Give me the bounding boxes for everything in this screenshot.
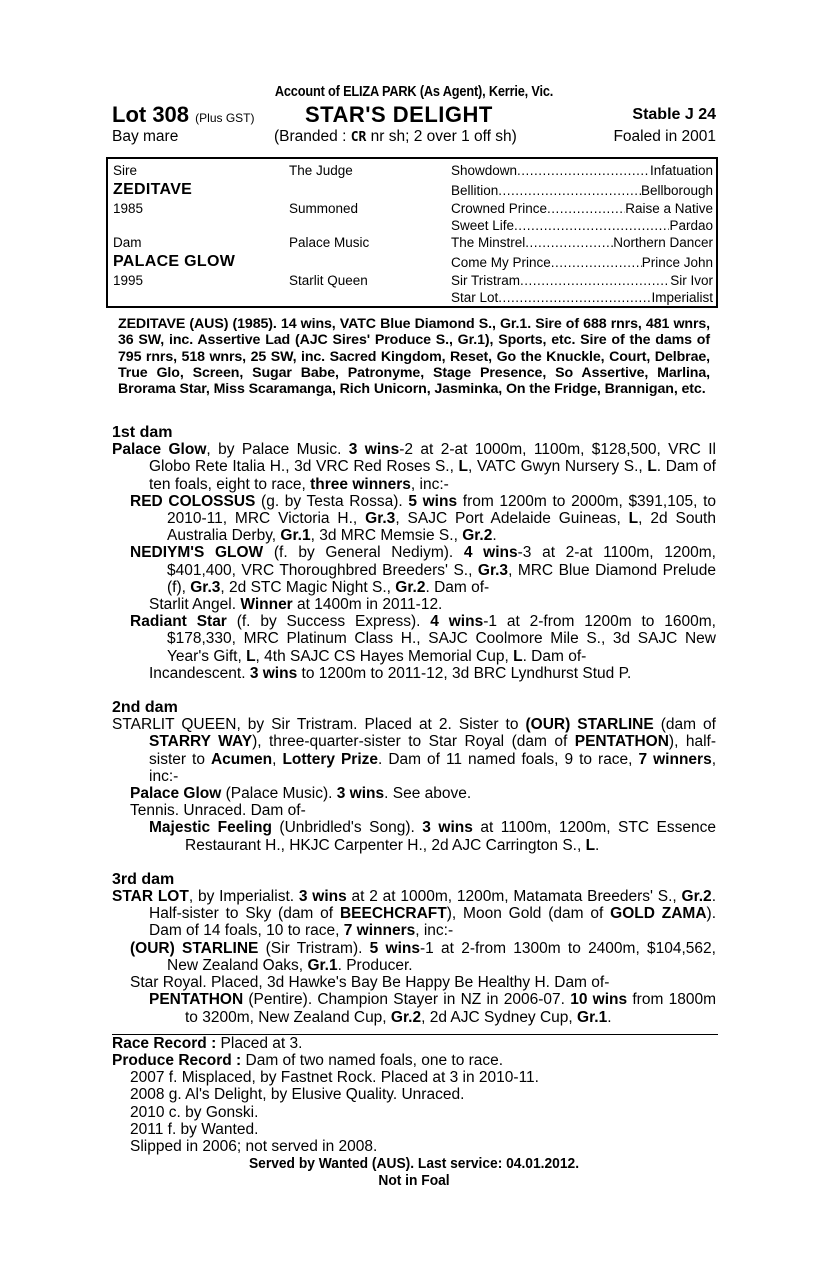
bold-text: Gr.1 [280,527,311,545]
sire-dam: Summoned [289,201,359,216]
text: (dam of [653,716,716,734]
text: -3 at 2-at 1100m, 1200m, $401,400, VRC Thoroughbred Breeders' S., [167,544,716,579]
service-info: Served by Wanted (AUS). Last service: 04.01.2012. [248,1155,580,1173]
text: , 2d South Australia Derby, [167,510,716,545]
gen3-row [451,273,713,288]
progeny-entry [112,493,716,545]
bold-text: Gr.1 [307,956,338,974]
bold-text: 3 wins [249,664,298,682]
text: , SAJC Port Adelaide Guineas, [395,510,629,528]
text: , [272,750,283,768]
bold-text: Gr.2 [395,578,426,596]
horse-name: RED COLOSSUS [130,492,256,510]
text: , 3d MRC Memsie S., [310,527,463,545]
text: . Dam of- [522,647,587,665]
text: from 1800m to 3200m, New Zealand Cup, [185,991,717,1026]
spacer [112,682,716,699]
text: . Dam of 11 named foals, 9 to race, [378,750,639,768]
gen3-row [451,201,713,216]
dam-label: Dam [113,235,142,250]
bold-text: L [246,647,256,665]
text: -1 at 2-from 1200m to 1600m, $178,330, MRC Platinum Class H., SAJC Coolmore Mile S., 3d SAJC New Year's Gift, [167,613,716,665]
first-dam-heading: 1st dam [112,424,173,441]
foal-status: Not in Foal [378,1172,450,1190]
text: -2 at 2-at 1000m, 1100m, $128,500, VRC Il Globo Rete Italia H., 3d VRC Red Roses S., [149,441,716,476]
leader-dots [520,273,670,288]
race-record-label: Race Record : [112,1034,221,1052]
sire-summary: ZEDITAVE (AUS) (1985). 14 wins, VATC Blue Diamond S., Gr.1. Sire of 688 rnrs, 481 wnrs, 36 SW, inc. Assertive Lad (AJC Sires' Produce S., Gr.1), Sports, etc. Sire of the dams of 795 rnrs, 518 wnrs, 25 SW, inc. Sacred Kingdom, Reset, Go the Knuckle, Court, Delbrae, True Glo, Screen, Sugar Babe, Patronyme, Stage Presence, So Assertive, Marlina, Brorama Star, Miss Scaramanga, Rich Unicorn, Jasminka, On the Fridge, Brannigan, etc. [118,316,710,398]
progeny-entry [112,785,716,802]
progeny-entry [112,613,716,665]
foaled-year: Foaled in 2001 [613,128,716,145]
sire-name: ZEDITAVE [113,181,193,198]
second-dam-entry [112,716,716,785]
gen3-row [451,235,713,250]
gen3-sire: Infatuation [649,163,713,178]
bold-text: L [458,458,469,476]
text: , inc:- [415,922,454,940]
gen3-sire: Sir Ivor [670,273,713,288]
text: . Dam of- [425,578,490,596]
bold-text: Gr.3 [365,510,396,528]
third-dam-entry [112,888,716,940]
vendor-account: Account of ELIZA PARK (As Agent), Kerrie, Vic. [274,84,554,100]
brand-suffix: nr sh; 2 over 1 off sh) [366,128,517,145]
horse-name: NEDIYM'S GLOW [130,544,264,562]
leader-dots [498,183,641,198]
text: (f. by Success Express). [226,613,431,631]
text: . Dam of ten foals, eight to race, [149,458,716,493]
bold-text: Acumen [210,750,273,768]
bold-text: 5 wins [408,492,458,510]
text: at 1400m in 2011-12. [292,596,443,614]
text: (Sir Tristram). [258,939,370,957]
produce-item: 2010 c. by Gonski. [130,1103,259,1121]
gen3-sire: Pardao [669,218,713,233]
gen3-row [451,163,713,178]
bold-text: STARRY WAY [149,733,253,751]
bold-text: 7 winners [638,750,712,768]
produce-record-label: Produce Record : [112,1051,246,1069]
bold-text: (OUR) STARLINE [525,716,654,734]
bold-text: L [647,458,657,476]
bold-text: BEECHCRAFT [339,905,447,923]
sire-year: 1985 [113,201,144,216]
dam-dam: Starlit Queen [289,273,368,288]
gen3-name: Star Lot [451,290,499,305]
bold-text: Gr.2 [681,888,712,906]
text: (Pentire). Champion Stayer in NZ in 2006-07. [243,991,571,1009]
horse-details [112,128,716,148]
bold-text: 4 wins [463,544,518,562]
text: ), half-sister to [149,733,716,768]
bold-text: 10 wins [570,991,628,1009]
text: ), three-quarter-sister to Star Royal (dam of [252,733,575,751]
spacer [112,854,716,871]
bold-text: Gr.1 [577,1008,608,1026]
bold-text: Winner [240,596,293,614]
leader-dots [514,218,669,233]
produce-item: 2008 g. Al's Delight, by Elusive Quality. Unraced. [130,1086,465,1104]
text: (f. by General Nediym). [263,544,464,562]
gen3-sire: Prince John [641,255,713,270]
colour-sex: Bay mare [112,128,179,145]
text: STARLIT QUEEN, by Sir Tristram. Placed at 2. Sister to [112,716,526,734]
stable-number: Stable J 24 [632,106,716,123]
gen3-sire: Imperialist [651,290,713,305]
produce-record [112,1052,716,1069]
text: Starlit Angel. [149,596,241,614]
bold-text: 3 wins [422,819,473,837]
bold-text: L [585,836,596,854]
gen3-sire: Northern Dancer [613,235,713,250]
horse-name: Palace Glow [130,785,222,803]
gen3-sire: Bellborough [640,183,713,198]
gen3-name: Crowned Prince [451,201,548,216]
bold-text: 3 wins [348,441,400,459]
gen3-name: Sir Tristram [451,273,520,288]
race-record [112,1035,716,1052]
third-dam-heading: 3rd dam [112,870,175,888]
gen3-name: Sweet Life [451,218,515,233]
bold-text: PENTATHON [574,733,669,751]
text: ), Moon Gold (dam of [446,905,611,923]
brand-prefix: (Branded : [274,128,351,145]
bold-text: three winners [310,475,411,493]
catalogue-page [112,84,717,1190]
bold-text: 7 winners [343,922,416,940]
bold-text: 5 wins [369,939,420,957]
gen3-name: The Minstrel [451,235,526,250]
dam-name: PALACE GLOW [113,253,236,270]
gen3-sire: Raise a Native [625,201,713,216]
bold-text: Gr.2 [462,527,493,545]
bold-text: L [513,647,523,665]
dam-sire: Palace Music [289,235,370,250]
gen3-name: Bellition [451,183,499,198]
produce-item: 2007 f. Misplaced, by Fastnet Rock. Placed at 3 in 2010-11. [130,1069,539,1087]
brand-mark: CR [350,130,367,145]
family-details [112,424,716,1190]
text: Incandescent. [149,664,250,682]
bold-text: Gr.3 [477,561,509,579]
text: , inc:- [410,475,449,493]
gen3-row [451,183,713,198]
text: , 4th SAJC CS Hayes Memorial Cup, [255,647,514,665]
text: . [492,527,497,545]
produce-item: 2011 f. by Wanted. [130,1120,259,1138]
text: (g. by Testa Rossa). [255,492,409,510]
leader-dots [498,290,651,305]
horse-name: Radiant Star [130,613,227,631]
bold-text: L [628,510,639,528]
text: from 1200m to 2000m, $391,105, to 2010-11, MRC Victoria H., [167,492,716,528]
horse-name: STAR'S DELIGHT [305,102,493,127]
gen3-row [451,218,713,233]
bold-text: Lottery Prize [282,750,379,768]
lot-number [112,102,255,128]
text: (Unbridled's Song). [271,819,423,837]
text: , 2d STC Magic Night S., [220,578,396,596]
dam-year: 1995 [113,273,144,288]
gen3-name: Showdown [451,163,518,178]
text: , MRC Blue Diamond Prelude (f), [167,561,716,596]
horse-name: (OUR) STARLINE [130,939,259,957]
produce-record-value: Dam of two named foals, one to race. [245,1051,504,1069]
horse-name: STAR LOT [112,888,189,906]
sire-sire: The Judge [289,163,353,178]
gst-note: (Plus GST) [195,111,255,125]
sire-label: Sire [113,163,138,178]
text: , inc:- [149,750,717,785]
pedigree-table [106,157,718,308]
leader-dots [547,201,625,216]
race-record-value: Placed at 3. [220,1034,303,1052]
progeny-entry [112,544,716,596]
text: . Half-sister to Sky (dam of [149,888,716,923]
bold-text: 3 wins [336,785,385,803]
text: . [595,836,600,854]
first-dam-entry [112,441,716,493]
progeny-entry: Star Royal. Placed, 3d Hawke's Bay Be Happy Be Healthy H. Dam of- [130,974,610,992]
horse-name: PENTATHON [149,991,244,1009]
leader-dots [517,163,650,178]
second-dam-heading: 2nd dam [112,699,178,717]
text: , by Palace Music. [206,441,349,459]
text: . [607,1008,612,1026]
bold-text: 3 wins [298,888,347,906]
text: ). Dam of 14 foals, 10 to race, [149,905,716,940]
gen3-name: Come My Prince [451,255,551,270]
text: (Palace Music). [221,785,337,803]
grand-progeny-entry [112,596,716,613]
horse-name: Majestic Feeling [149,819,272,837]
text: , VATC Gwyn Nursery S., [468,458,648,476]
progeny-entry [112,940,716,974]
grand-progeny-entry [112,665,716,682]
progeny-entry: Tennis. Unraced. Dam of- [130,802,306,820]
text: , 2d AJC Sydney Cup, [421,1008,578,1026]
text: -1 at 2-from 1300m to 2400m, $104,562, New Zealand Oaks, [167,939,716,974]
lot-line [112,102,716,128]
bold-text: 4 wins [430,613,484,631]
text: . Producer. [337,956,413,974]
grand-progeny-entry [112,991,716,1025]
grand-progeny-entry [112,819,716,853]
text: to 1200m to 2011-12, 3d BRC Lyndhurst Stud P. [297,664,632,682]
text: , by Imperialist. [188,888,299,906]
produce-item: Slipped in 2006; not served in 2008. [130,1137,378,1155]
gen3-row [451,290,713,305]
text: . See above. [384,785,472,803]
leader-dots [525,235,613,250]
text: at 1100m, 1200m, STC Essence Restaurant H., HKJC Carpenter H., 2d AJC Carrington S., [185,819,716,854]
brand-info [274,128,517,146]
gen3-row [451,255,713,270]
bold-text: Gr.2 [390,1008,422,1026]
lot-label: Lot 308 [112,102,190,127]
text: at 2 at 1000m, 1200m, Matamata Breeders' S., [346,888,682,906]
leader-dots [551,255,642,270]
bold-text: Gr.3 [190,578,221,596]
bold-text: GOLD ZAMA [610,905,707,923]
horse-name: Palace Glow [112,441,207,459]
